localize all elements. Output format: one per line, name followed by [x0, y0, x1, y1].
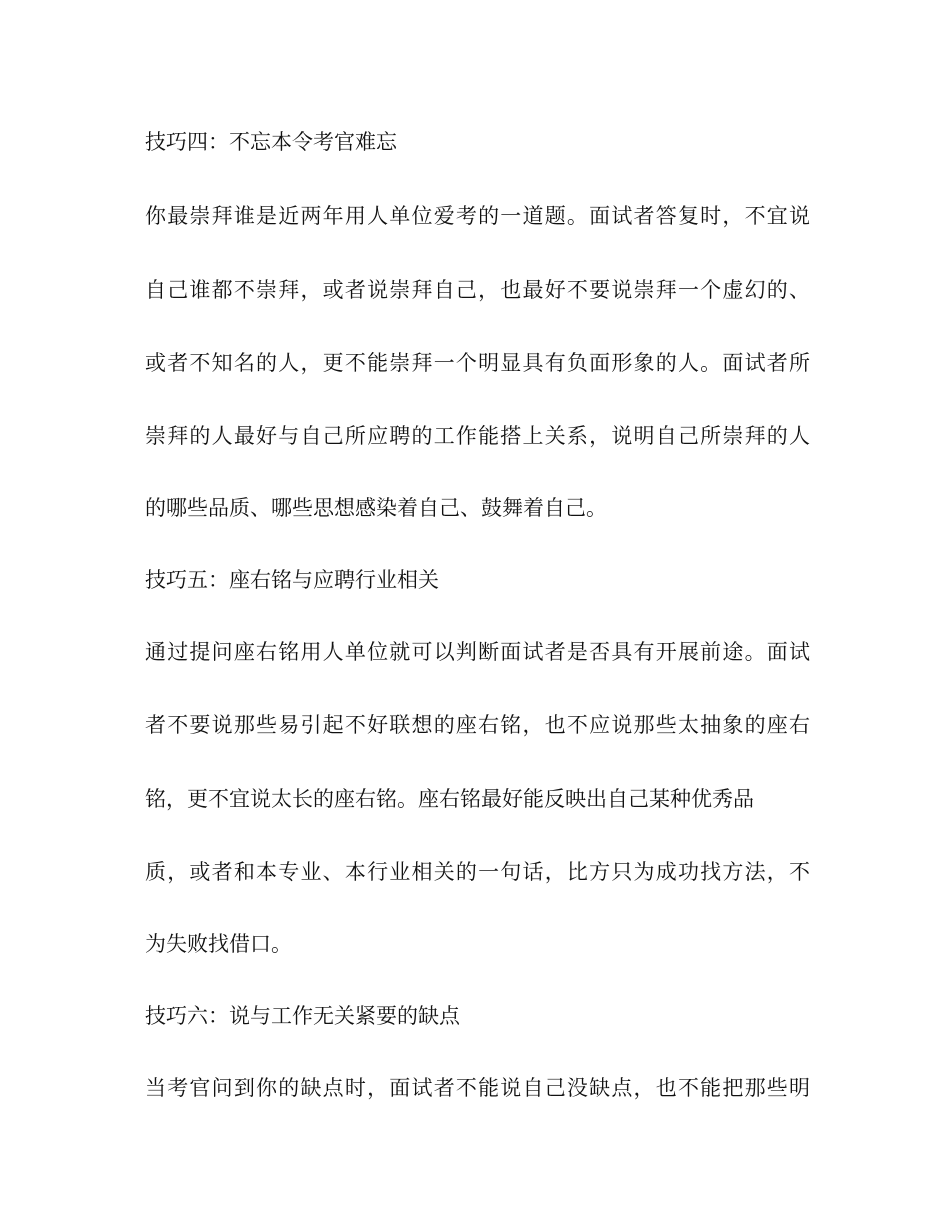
paragraph-line: 通过提问座右铭用人单位就可以判断面试者是否具有开展前途。面试	[145, 640, 810, 664]
paragraph-line: 铭，更不宜说太长的座右铭。座右铭最好能反映出自己某种优秀品	[145, 787, 754, 811]
paragraph-line: 质，或者和本专业、本行业相关的一句话，比方只为成功找方法，不	[145, 860, 810, 884]
paragraph-line: 自己谁都不崇拜，或者说崇拜自己，也最好不要说崇拜一个虚幻的、	[145, 278, 810, 302]
paragraph-line: 或者不知名的人，更不能崇拜一个明显具有负面形象的人。面试者所	[145, 351, 810, 375]
paragraph-line: 当考官问到你的缺点时，面试者不能说自己没缺点，也不能把那些明	[145, 1076, 810, 1100]
paragraph-line: 者不要说那些易引起不好联想的座右铭，也不应说那些太抽象的座右	[145, 713, 810, 737]
section-heading-tip-6: 技巧六：说与工作无关紧要的缺点	[145, 1004, 460, 1028]
paragraph-line: 为失败找借口。	[145, 932, 292, 956]
section-heading-tip-4: 技巧四：不忘本令考官难忘	[145, 130, 397, 154]
paragraph-line: 崇拜的人最好与自己所应聘的工作能搭上关系，说明自己所崇拜的人	[145, 424, 810, 448]
paragraph-line: 的哪些品质、哪些思想感染着自己、鼓舞着自己。	[145, 496, 607, 520]
paragraph-line: 你最崇拜谁是近两年用人单位爱考的一道题。面试者答复时，不宜说	[145, 204, 810, 228]
section-heading-tip-5: 技巧五：座右铭与应聘行业相关	[145, 568, 439, 592]
